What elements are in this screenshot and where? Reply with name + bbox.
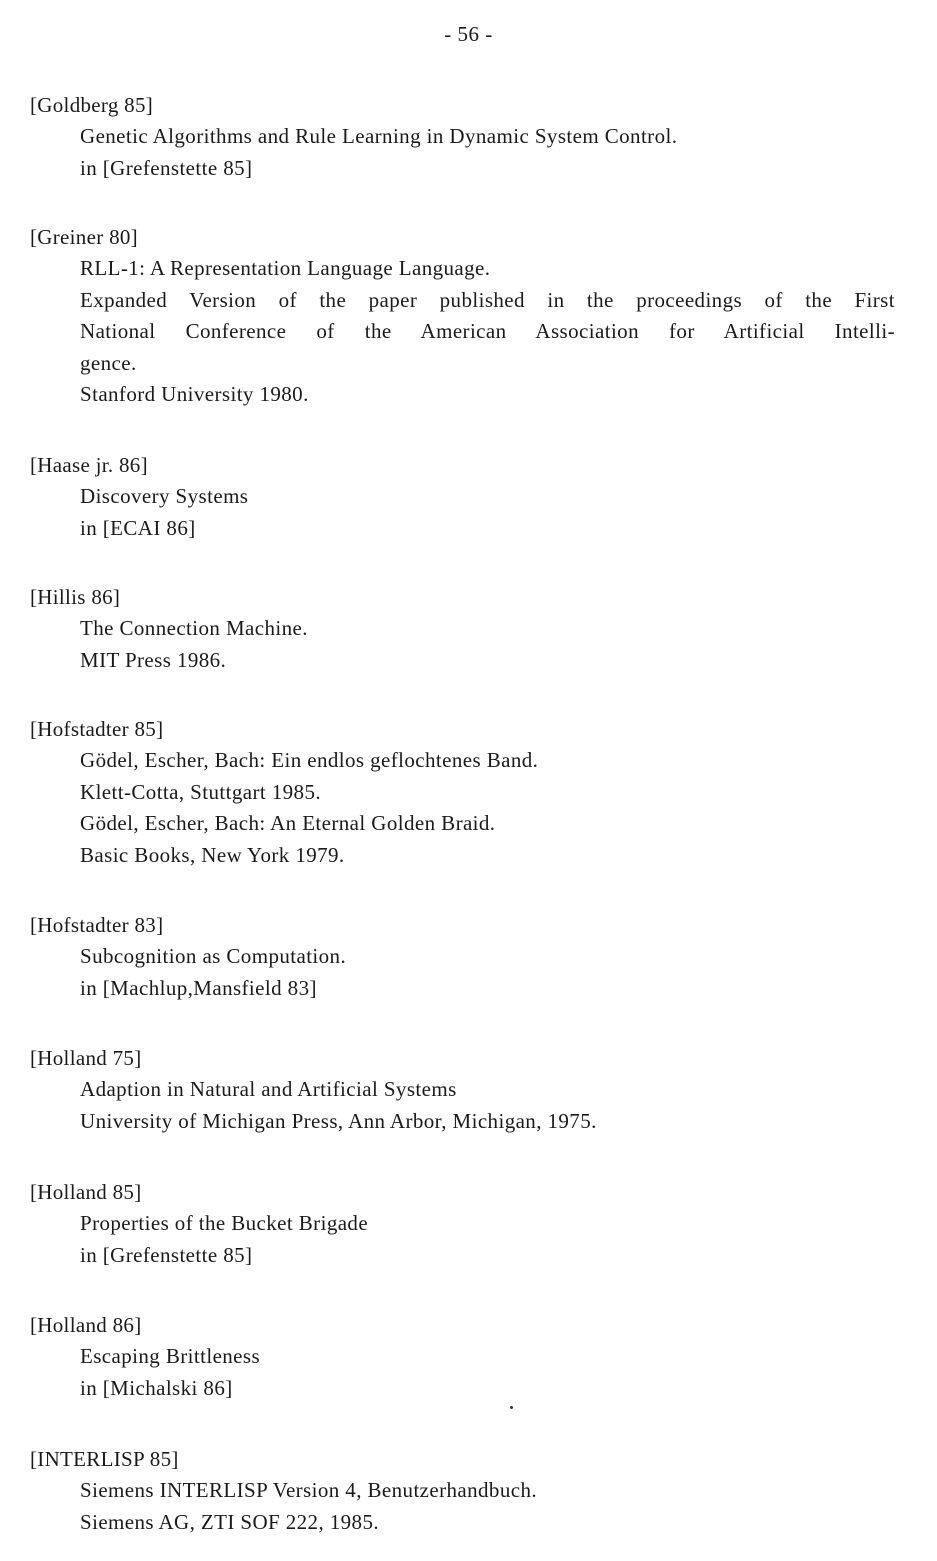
reference-source: in [Michalski 86] — [80, 1375, 233, 1400]
reference-label: [Haase jr. 86] — [30, 453, 148, 477]
scan-artifact — [510, 1406, 513, 1409]
page-number: - 56 - — [444, 22, 493, 46]
reference-source: Basic Books, New York 1979. — [80, 842, 345, 867]
reference-title: Discovery Systems — [80, 484, 249, 508]
reference-entry — [30, 222, 910, 411]
reference-title: RLL-1: A Representation Language Language. — [80, 256, 491, 280]
reference-title: Gödel, Escher, Bach: An Eternal Golden Braid. — [80, 811, 496, 835]
reference-source: in [Grefenstette 85] — [80, 155, 253, 180]
reference-source: in [Grefenstette 85] — [80, 1242, 253, 1267]
reference-label: [Hofstadter 83] — [30, 913, 164, 937]
reference-source: in [ECAI 86] — [80, 515, 196, 540]
reference-label: [Hofstadter 85] — [30, 717, 164, 741]
reference-label: [Goldberg 85] — [30, 93, 154, 117]
reference-note: National Conference of the American Association for Artificial Intelli- — [80, 319, 895, 343]
reference-title: Adaption in Natural and Artificial Systems — [80, 1077, 457, 1101]
reference-entry — [30, 1043, 910, 1137]
reference-title: Subcognition as Computation. — [80, 944, 347, 968]
reference-entry — [30, 1310, 910, 1404]
reference-entry — [30, 90, 910, 184]
reference-entry — [30, 714, 910, 871]
reference-title: Siemens INTERLISP Version 4, Benutzerhandbuch. — [80, 1478, 538, 1502]
reference-title: Escaping Brittleness — [80, 1344, 261, 1368]
reference-label: [Holland 85] — [30, 1180, 142, 1204]
reference-note: gence. — [80, 350, 137, 375]
reference-label: [Holland 75] — [30, 1046, 142, 1070]
reference-title: Gödel, Escher, Bach: Ein endlos geflochtenes Band. — [80, 748, 539, 772]
reference-title: The Connection Machine. — [80, 616, 308, 640]
reference-source: Klett-Cotta, Stuttgart 1985. — [80, 779, 322, 804]
reference-label: [Holland 86] — [30, 1313, 142, 1337]
reference-label: [Greiner 80] — [30, 225, 138, 249]
reference-entry — [30, 582, 910, 676]
reference-title: Genetic Algorithms and Rule Learning in Dynamic System Control. — [80, 124, 678, 148]
reference-source: Stanford University 1980. — [80, 382, 309, 406]
reference-label: [Hillis 86] — [30, 585, 121, 609]
reference-entry — [30, 450, 910, 544]
reference-source: Siemens AG, ZTI SOF 222, 1985. — [80, 1509, 380, 1534]
reference-source: in [Machlup,Mansfield 83] — [80, 975, 317, 1000]
reference-entry — [30, 1177, 910, 1271]
reference-title: Properties of the Bucket Brigade — [80, 1211, 369, 1235]
reference-label: [INTERLISP 85] — [30, 1447, 179, 1471]
reference-note: Expanded Version of the paper published in the proceedings of the First — [80, 287, 895, 312]
reference-source: University of Michigan Press, Ann Arbor, Michigan, 1975. — [80, 1108, 597, 1133]
reference-source: MIT Press 1986. — [80, 647, 227, 672]
reference-entry — [30, 910, 910, 1004]
reference-entry — [30, 1444, 910, 1538]
